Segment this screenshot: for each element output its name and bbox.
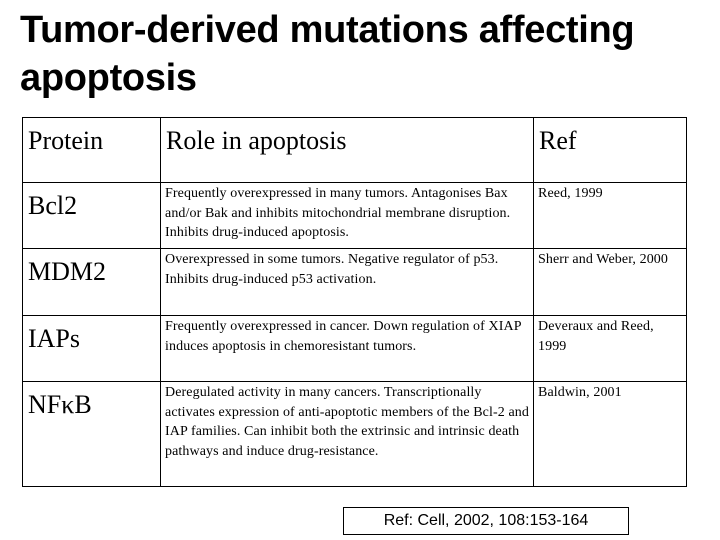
role-cell bbox=[161, 382, 534, 487]
header-ref: Ref bbox=[539, 126, 577, 155]
protein-name: Bcl2 bbox=[28, 191, 78, 220]
role-text: Deregulated activity in many cancers. Transcriptionally activates expression of anti-apoptotic members of the Bcl-2 and IAP families. Can inhibit both the extrinsic and intrinsic death pathways and induce drug-resistance. bbox=[165, 385, 529, 459]
role-cell bbox=[161, 316, 534, 382]
table-row bbox=[23, 183, 687, 249]
ref-text: Deveraux and Reed, 1999 bbox=[538, 319, 654, 354]
header-cell-ref bbox=[534, 118, 687, 183]
table-row bbox=[23, 249, 687, 316]
mutations-table bbox=[22, 117, 687, 487]
protein-name: IAPs bbox=[28, 324, 81, 353]
protein-name: MDM2 bbox=[28, 257, 107, 286]
protein-cell bbox=[23, 382, 161, 487]
table-row bbox=[23, 316, 687, 382]
protein-name: NFκB bbox=[28, 390, 92, 419]
ref-text: Baldwin, 2001 bbox=[538, 385, 622, 400]
protein-cell bbox=[23, 183, 161, 249]
header-cell-protein bbox=[23, 118, 161, 183]
ref-cell bbox=[534, 183, 687, 249]
protein-cell bbox=[23, 316, 161, 382]
role-text: Frequently overexpressed in many tumors. Antagonises Bax and/or Bak and inhibits mitochondrial membrane disruption. Inhibits drug-induced apoptosis. bbox=[165, 186, 511, 240]
role-text: Overexpressed in some tumors. Negative regulator of p53. Inhibits drug-induced p53 activation. bbox=[165, 252, 499, 287]
role-cell bbox=[161, 183, 534, 249]
role-cell bbox=[161, 249, 534, 316]
page-title: Tumor-derived mutations affecting apoptosis bbox=[20, 9, 635, 99]
header-role: Role in apoptosis bbox=[166, 126, 347, 155]
header-protein: Protein bbox=[28, 126, 104, 155]
header-cell-role bbox=[161, 118, 534, 183]
ref-cell bbox=[534, 249, 687, 316]
ref-cell bbox=[534, 316, 687, 382]
table-row bbox=[23, 382, 687, 487]
citation-box: Ref: Cell, 2002, 108:153-164 bbox=[343, 507, 629, 535]
role-text: Frequently overexpressed in cancer. Down regulation of XIAP induces apoptosis in chemoresistant tumors. bbox=[165, 319, 522, 354]
protein-cell bbox=[23, 249, 161, 316]
ref-cell bbox=[534, 382, 687, 487]
ref-text: Sherr and Weber, 2000 bbox=[538, 252, 669, 267]
table-header-row bbox=[23, 118, 687, 183]
ref-text: Reed, 1999 bbox=[538, 186, 603, 201]
